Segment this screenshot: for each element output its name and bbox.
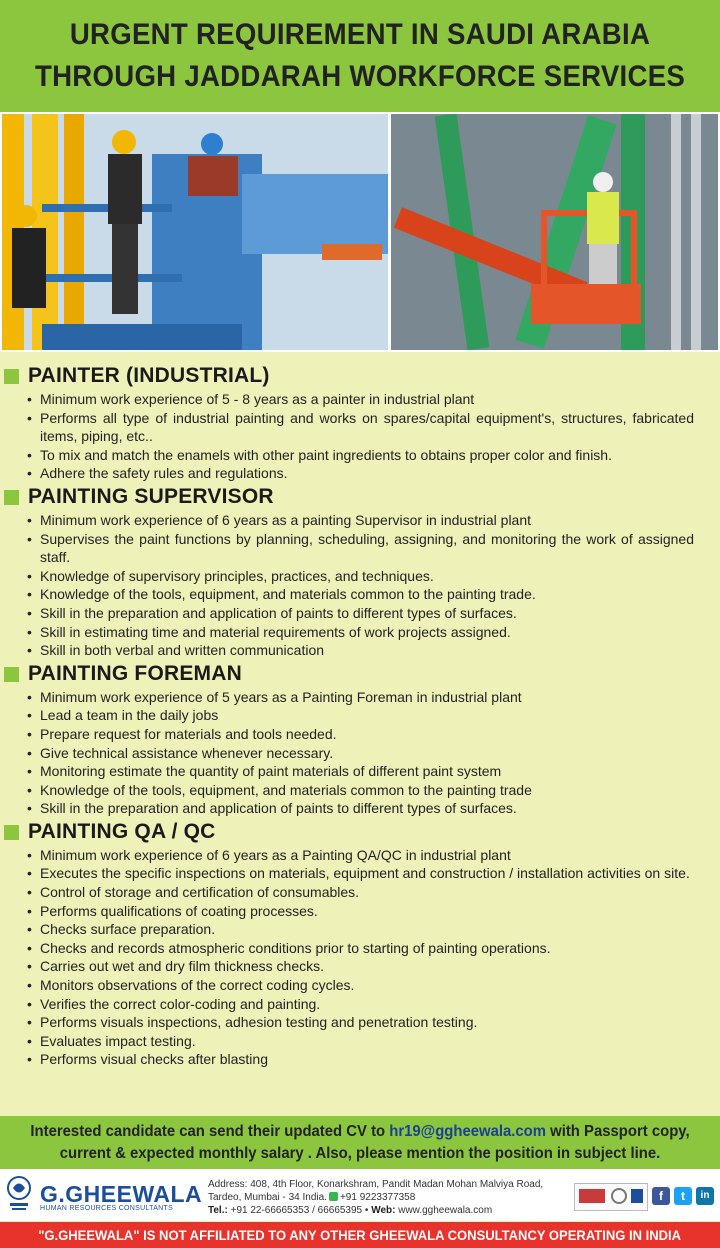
section-painting-foreman [0, 660, 720, 818]
list-item: • Performs visual checks after blasting [40, 1050, 694, 1069]
list-item: • Verifies the correct color-coding and painting. [40, 995, 694, 1014]
green-square-icon [4, 369, 19, 384]
green-square-icon [4, 490, 19, 505]
address-line-3: Tel.: +91 22-66665353 / 66665395 • Web: www.ggheewala.com [208, 1205, 493, 1216]
seal-icon [611, 1188, 627, 1204]
section-painter-industrial [0, 362, 720, 483]
headline-line-2: THROUGH JADDARAH WORKFORCE SERVICES [34, 60, 686, 93]
requirements-list [0, 688, 720, 818]
list-item: • Minimum work experience of 5 years as a Painting Foreman in industrial plant [40, 688, 694, 707]
list-item: • Minimum work experience of 5 - 8 years as a painter in industrial plant [40, 390, 694, 409]
brand-tagline: HUMAN RESOURCES CONSULTANTS [40, 1205, 174, 1212]
list-item: • Skill in the preparation and application of paints to different types of surfaces. [40, 604, 694, 623]
list-item: • Supervises the paint functions by planning, scheduling, assigning, and monitoring the work of assigned staff. [40, 530, 694, 567]
telephone-numbers[interactable]: +91 22-66665353 / 66665395 • [227, 1205, 372, 1216]
license-badge-icon [579, 1189, 605, 1203]
list-item: • Adhere the safety rules and regulations. [40, 464, 694, 483]
brand-name: G.GHEEWALA [40, 1181, 203, 1207]
list-item: • Give technical assistance whenever necessary. [40, 744, 694, 763]
green-square-icon [4, 825, 19, 840]
section-painting-supervisor [0, 483, 720, 660]
contact-details [208, 1178, 578, 1217]
list-item: • Checks surface preparation. [40, 920, 694, 939]
list-item: • Carries out wet and dry film thickness checks. [40, 957, 694, 976]
disclaimer-bar [0, 1222, 720, 1248]
photo-strip [0, 112, 720, 352]
twitter-icon[interactable]: t [674, 1187, 692, 1205]
cert-mark-icon [631, 1189, 643, 1203]
whatsapp-number[interactable]: +91 9223377358 [339, 1192, 416, 1203]
disclaimer-text: "G.GHEEWALA" IS NOT AFFILIATED TO ANY OTHER GHEEWALA CONSULTANCY OPERATING IN INDIA [38, 1227, 682, 1243]
list-item: • Evaluates impact testing. [40, 1032, 694, 1051]
headline-line-1: URGENT REQUIREMENT IN SAUDI ARABIA [69, 18, 651, 51]
cta-line-1: Interested candidate can send their updated CV to hr19@ggheewala.com with Passport copy, [30, 1123, 690, 1140]
footer [0, 1169, 720, 1221]
requirements-list [0, 846, 720, 1069]
list-item: • Monitors observations of the correct coding cycles. [40, 976, 694, 995]
list-item: • Performs visuals inspections, adhesion testing and penetration testing. [40, 1013, 694, 1032]
company-logo-icon [6, 1175, 32, 1215]
address-line-1: Address: 408, 4th Floor, Konarkshram, Pandit Madan Mohan Malviya Road, [208, 1179, 544, 1190]
job-listings [0, 362, 720, 1069]
section-title: PAINTING FOREMAN [0, 660, 720, 688]
application-instructions [0, 1116, 720, 1169]
green-square-icon [4, 667, 19, 682]
requirements-list [0, 511, 720, 660]
list-item: • Performs all type of industrial painting and works on spares/capital equipment's, structures, fabricated items, piping, etc.. [40, 409, 694, 446]
cta-line-2: current & expected monthly salary . Also, please mention the position in subject line. [59, 1145, 661, 1162]
list-item: • Checks and records atmospheric conditions prior to starting of painting operations. [40, 939, 694, 958]
list-item: • Knowledge of the tools, equipment, and materials common to the painting trade [40, 781, 694, 800]
header-banner [0, 0, 720, 112]
list-item: • Control of storage and certification of consumables. [40, 883, 694, 902]
section-title: PAINTER (INDUSTRIAL) [0, 362, 720, 390]
photo-painters-on-lift [2, 114, 388, 350]
email-link[interactable]: hr19@ggheewala.com [389, 1123, 546, 1140]
linkedin-icon[interactable]: in [696, 1187, 714, 1205]
requirements-list [0, 390, 720, 483]
list-item: • Lead a team in the daily jobs [40, 706, 694, 725]
list-item: • To mix and match the enamels with other paint ingredients to obtains proper color and finish. [40, 446, 694, 465]
list-item: • Performs qualifications of coating processes. [40, 902, 694, 921]
list-item: • Knowledge of supervisory principles, practices, and techniques. [40, 567, 694, 586]
list-item: • Knowledge of the tools, equipment, and materials common to the painting trade. [40, 585, 694, 604]
list-item: • Minimum work experience of 6 years as a painting Supervisor in industrial plant [40, 511, 694, 530]
section-painting-qa-qc [0, 818, 720, 1069]
list-item: • Skill in both verbal and written communication [40, 641, 694, 660]
whatsapp-icon [329, 1192, 338, 1201]
list-item: • Monitoring estimate the quantity of paint materials of different paint system [40, 762, 694, 781]
section-title: PAINTING SUPERVISOR [0, 483, 720, 511]
address-line-2: Tardeo, Mumbai - 34 India. +91 9223377358 [208, 1192, 416, 1203]
list-item: • Skill in estimating time and material requirements of work projects assigned. [40, 623, 694, 642]
section-title: PAINTING QA / QC [0, 818, 720, 846]
list-item: • Minimum work experience of 6 years as a Painting QA/QC in industrial plant [40, 846, 694, 865]
certification-badge [574, 1183, 648, 1211]
photo-painter-on-boom-lift [391, 114, 718, 350]
website-link[interactable]: www.ggheewala.com [395, 1205, 493, 1216]
list-item: • Skill in the preparation and application of paints to different types of surfaces. [40, 799, 694, 818]
list-item: • Prepare request for materials and tools needed. [40, 725, 694, 744]
list-item: • Executes the specific inspections on materials, equipment and construction / installation activities on site. [40, 864, 694, 883]
facebook-icon[interactable]: f [652, 1187, 670, 1205]
